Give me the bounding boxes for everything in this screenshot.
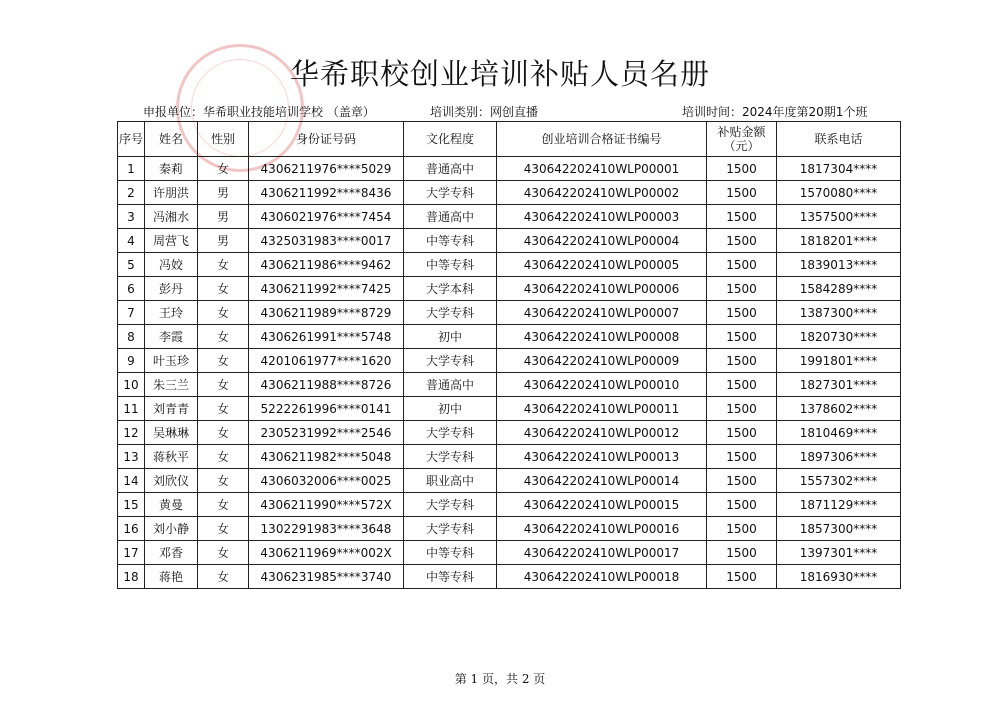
serial-cell: 12 — [118, 421, 145, 445]
name-cell: 刘小静 — [145, 517, 198, 541]
certificate-number-cell: 430642202410WLP00009 — [497, 349, 707, 373]
certificate-number-cell: 430642202410WLP00015 — [497, 493, 707, 517]
id-number-cell: 4306211989****8729 — [249, 301, 404, 325]
serial-cell: 9 — [118, 349, 145, 373]
training-category: 培训类别：网创直播 — [430, 105, 539, 119]
gender-cell: 女 — [198, 301, 249, 325]
name-cell: 许朋洪 — [145, 181, 198, 205]
subsidy-amount-cell: 1500 — [707, 157, 777, 181]
phone-cell: 1816930**** — [777, 565, 901, 589]
col-serial-header: 序号 — [118, 122, 145, 157]
phone-cell: 1839013**** — [777, 253, 901, 277]
serial-cell: 4 — [118, 229, 145, 253]
name-cell: 吴琳琳 — [145, 421, 198, 445]
subsidy-amount-cell: 1500 — [707, 301, 777, 325]
id-number-cell: 4306211992****8436 — [249, 181, 404, 205]
id-number-cell: 4306211969****002X — [249, 541, 404, 565]
gender-cell: 男 — [198, 229, 249, 253]
name-cell: 邓香 — [145, 541, 198, 565]
name-cell: 刘青青 — [145, 397, 198, 421]
gender-cell: 女 — [198, 421, 249, 445]
table-row — [118, 517, 901, 541]
col-subsidy-header: 补贴金额（元） — [707, 122, 777, 157]
gender-cell: 女 — [198, 277, 249, 301]
certificate-number-cell: 430642202410WLP00004 — [497, 229, 707, 253]
table-body — [118, 157, 901, 589]
table-row — [118, 349, 901, 373]
gender-cell: 女 — [198, 157, 249, 181]
education-cell: 大学专科 — [404, 301, 497, 325]
serial-cell: 16 — [118, 517, 145, 541]
education-cell: 初中 — [404, 397, 497, 421]
certificate-number-cell: 430642202410WLP00017 — [497, 541, 707, 565]
certificate-number-cell: 430642202410WLP00002 — [497, 181, 707, 205]
serial-cell: 10 — [118, 373, 145, 397]
id-number-cell: 2305231992****2546 — [249, 421, 404, 445]
phone-cell: 1810469**** — [777, 421, 901, 445]
name-cell: 蒋秋平 — [145, 445, 198, 469]
education-cell: 普通高中 — [404, 373, 497, 397]
id-number-cell: 4306211986****9462 — [249, 253, 404, 277]
id-number-cell: 4325031983****0017 — [249, 229, 404, 253]
table-row — [118, 445, 901, 469]
education-cell: 职业高中 — [404, 469, 497, 493]
serial-cell: 13 — [118, 445, 145, 469]
subsidy-amount-cell: 1500 — [707, 349, 777, 373]
phone-cell: 1397301**** — [777, 541, 901, 565]
certificate-number-cell: 430642202410WLP00016 — [497, 517, 707, 541]
name-cell: 王玲 — [145, 301, 198, 325]
subsidy-amount-cell: 1500 — [707, 469, 777, 493]
subsidy-amount-cell: 1500 — [707, 277, 777, 301]
certificate-number-cell: 430642202410WLP00008 — [497, 325, 707, 349]
table-row — [118, 469, 901, 493]
serial-cell: 7 — [118, 301, 145, 325]
subsidy-amount-cell: 1500 — [707, 325, 777, 349]
id-number-cell: 5222261996****0141 — [249, 397, 404, 421]
name-cell: 李霞 — [145, 325, 198, 349]
phone-cell: 1357500**** — [777, 205, 901, 229]
id-number-cell: 4306032006****0025 — [249, 469, 404, 493]
table-header-row — [118, 122, 901, 157]
id-number-cell: 4201061977****1620 — [249, 349, 404, 373]
table-row — [118, 181, 901, 205]
phone-cell: 1897306**** — [777, 445, 901, 469]
certificate-number-cell: 430642202410WLP00007 — [497, 301, 707, 325]
serial-cell: 5 — [118, 253, 145, 277]
gender-cell: 女 — [198, 517, 249, 541]
phone-cell: 1991801**** — [777, 349, 901, 373]
serial-cell: 6 — [118, 277, 145, 301]
table-row — [118, 229, 901, 253]
gender-cell: 男 — [198, 205, 249, 229]
id-number-cell: 4306261991****5748 — [249, 325, 404, 349]
gender-cell: 女 — [198, 493, 249, 517]
col-name-header: 姓名 — [145, 122, 198, 157]
education-cell: 大学专科 — [404, 421, 497, 445]
gender-cell: 女 — [198, 349, 249, 373]
gender-cell: 女 — [198, 445, 249, 469]
phone-cell: 1570080**** — [777, 181, 901, 205]
gender-cell: 男 — [198, 181, 249, 205]
subsidy-amount-cell: 1500 — [707, 253, 777, 277]
certificate-number-cell: 430642202410WLP00001 — [497, 157, 707, 181]
serial-cell: 17 — [118, 541, 145, 565]
education-cell: 中等专科 — [404, 229, 497, 253]
name-cell: 叶玉珍 — [145, 349, 198, 373]
serial-cell: 3 — [118, 205, 145, 229]
gender-cell: 女 — [198, 469, 249, 493]
certificate-number-cell: 430642202410WLP00005 — [497, 253, 707, 277]
name-cell: 刘欣仪 — [145, 469, 198, 493]
certificate-number-cell: 430642202410WLP00011 — [497, 397, 707, 421]
table-row — [118, 493, 901, 517]
phone-cell: 1857300**** — [777, 517, 901, 541]
subsidy-amount-cell: 1500 — [707, 445, 777, 469]
phone-cell: 1387300**** — [777, 301, 901, 325]
serial-cell: 18 — [118, 565, 145, 589]
id-number-cell: 4306211982****5048 — [249, 445, 404, 469]
col-phone-header: 联系电话 — [777, 122, 901, 157]
name-cell: 周营飞 — [145, 229, 198, 253]
gender-cell: 女 — [198, 397, 249, 421]
education-cell: 普通高中 — [404, 205, 497, 229]
table-row — [118, 253, 901, 277]
col-certificate-header: 创业培训合格证书编号 — [497, 122, 707, 157]
page-number: 第 1 页，共 2 页 — [454, 672, 546, 686]
certificate-number-cell: 430642202410WLP00010 — [497, 373, 707, 397]
table-row — [118, 373, 901, 397]
phone-cell: 1871129**** — [777, 493, 901, 517]
roster-table — [117, 121, 901, 589]
serial-cell: 2 — [118, 181, 145, 205]
table-row — [118, 565, 901, 589]
col-gender-header: 性别 — [198, 122, 249, 157]
certificate-number-cell: 430642202410WLP00006 — [497, 277, 707, 301]
subsidy-amount-cell: 1500 — [707, 493, 777, 517]
education-cell: 大学专科 — [404, 445, 497, 469]
table-row — [118, 421, 901, 445]
education-cell: 中等专科 — [404, 565, 497, 589]
gender-cell: 女 — [198, 325, 249, 349]
subsidy-amount-cell: 1500 — [707, 229, 777, 253]
name-cell: 朱三兰 — [145, 373, 198, 397]
education-cell: 大学本科 — [404, 277, 497, 301]
education-cell: 大学专科 — [404, 517, 497, 541]
name-cell: 冯湘水 — [145, 205, 198, 229]
gender-cell: 女 — [198, 253, 249, 277]
id-number-cell: 4306211976****5029 — [249, 157, 404, 181]
col-education-header: 文化程度 — [404, 122, 497, 157]
id-number-cell: 4306211990****572X — [249, 493, 404, 517]
subsidy-amount-cell: 1500 — [707, 541, 777, 565]
table-row — [118, 541, 901, 565]
education-cell: 大学专科 — [404, 181, 497, 205]
subsidy-amount-cell: 1500 — [707, 373, 777, 397]
phone-cell: 1817304**** — [777, 157, 901, 181]
gender-cell: 女 — [198, 565, 249, 589]
applicant-unit: 申报单位：华希职业技能培训学校 （盖章） — [143, 105, 375, 119]
document-title: 华希职校创业培训补贴人员名册 — [289, 57, 710, 91]
id-number-cell: 4306211988****8726 — [249, 373, 404, 397]
certificate-number-cell: 430642202410WLP00003 — [497, 205, 707, 229]
education-cell: 中等专科 — [404, 541, 497, 565]
phone-cell: 1818201**** — [777, 229, 901, 253]
id-number-cell: 1302291983****3648 — [249, 517, 404, 541]
table-row — [118, 325, 901, 349]
certificate-number-cell: 430642202410WLP00012 — [497, 421, 707, 445]
subsidy-amount-cell: 1500 — [707, 421, 777, 445]
table-row — [118, 397, 901, 421]
certificate-number-cell: 430642202410WLP00018 — [497, 565, 707, 589]
name-cell: 秦莉 — [145, 157, 198, 181]
serial-cell: 8 — [118, 325, 145, 349]
education-cell: 大学专科 — [404, 349, 497, 373]
serial-cell: 14 — [118, 469, 145, 493]
col-id-header: 身份证号码 — [249, 122, 404, 157]
education-cell: 中等专科 — [404, 253, 497, 277]
subsidy-amount-cell: 1500 — [707, 181, 777, 205]
id-number-cell: 4306021976****7454 — [249, 205, 404, 229]
phone-cell: 1584289**** — [777, 277, 901, 301]
subsidy-amount-cell: 1500 — [707, 205, 777, 229]
subsidy-amount-cell: 1500 — [707, 517, 777, 541]
name-cell: 彭丹 — [145, 277, 198, 301]
education-cell: 大学专科 — [404, 493, 497, 517]
subsidy-amount-cell: 1500 — [707, 565, 777, 589]
training-period: 培训时间：2024年度第20期1个班 — [682, 105, 868, 119]
id-number-cell: 4306231985****3740 — [249, 565, 404, 589]
name-cell: 蒋艳 — [145, 565, 198, 589]
education-cell: 初中 — [404, 325, 497, 349]
name-cell: 黄曼 — [145, 493, 198, 517]
serial-cell: 11 — [118, 397, 145, 421]
education-cell: 普通高中 — [404, 157, 497, 181]
phone-cell: 1378602**** — [777, 397, 901, 421]
gender-cell: 女 — [198, 541, 249, 565]
phone-cell: 1820730**** — [777, 325, 901, 349]
certificate-number-cell: 430642202410WLP00013 — [497, 445, 707, 469]
phone-cell: 1827301**** — [777, 373, 901, 397]
serial-cell: 15 — [118, 493, 145, 517]
gender-cell: 女 — [198, 373, 249, 397]
certificate-number-cell: 430642202410WLP00014 — [497, 469, 707, 493]
table-row — [118, 277, 901, 301]
serial-cell: 1 — [118, 157, 145, 181]
subsidy-amount-cell: 1500 — [707, 397, 777, 421]
phone-cell: 1557302**** — [777, 469, 901, 493]
table-row — [118, 301, 901, 325]
table-row — [118, 205, 901, 229]
id-number-cell: 4306211992****7425 — [249, 277, 404, 301]
name-cell: 冯姣 — [145, 253, 198, 277]
table-row — [118, 157, 901, 181]
